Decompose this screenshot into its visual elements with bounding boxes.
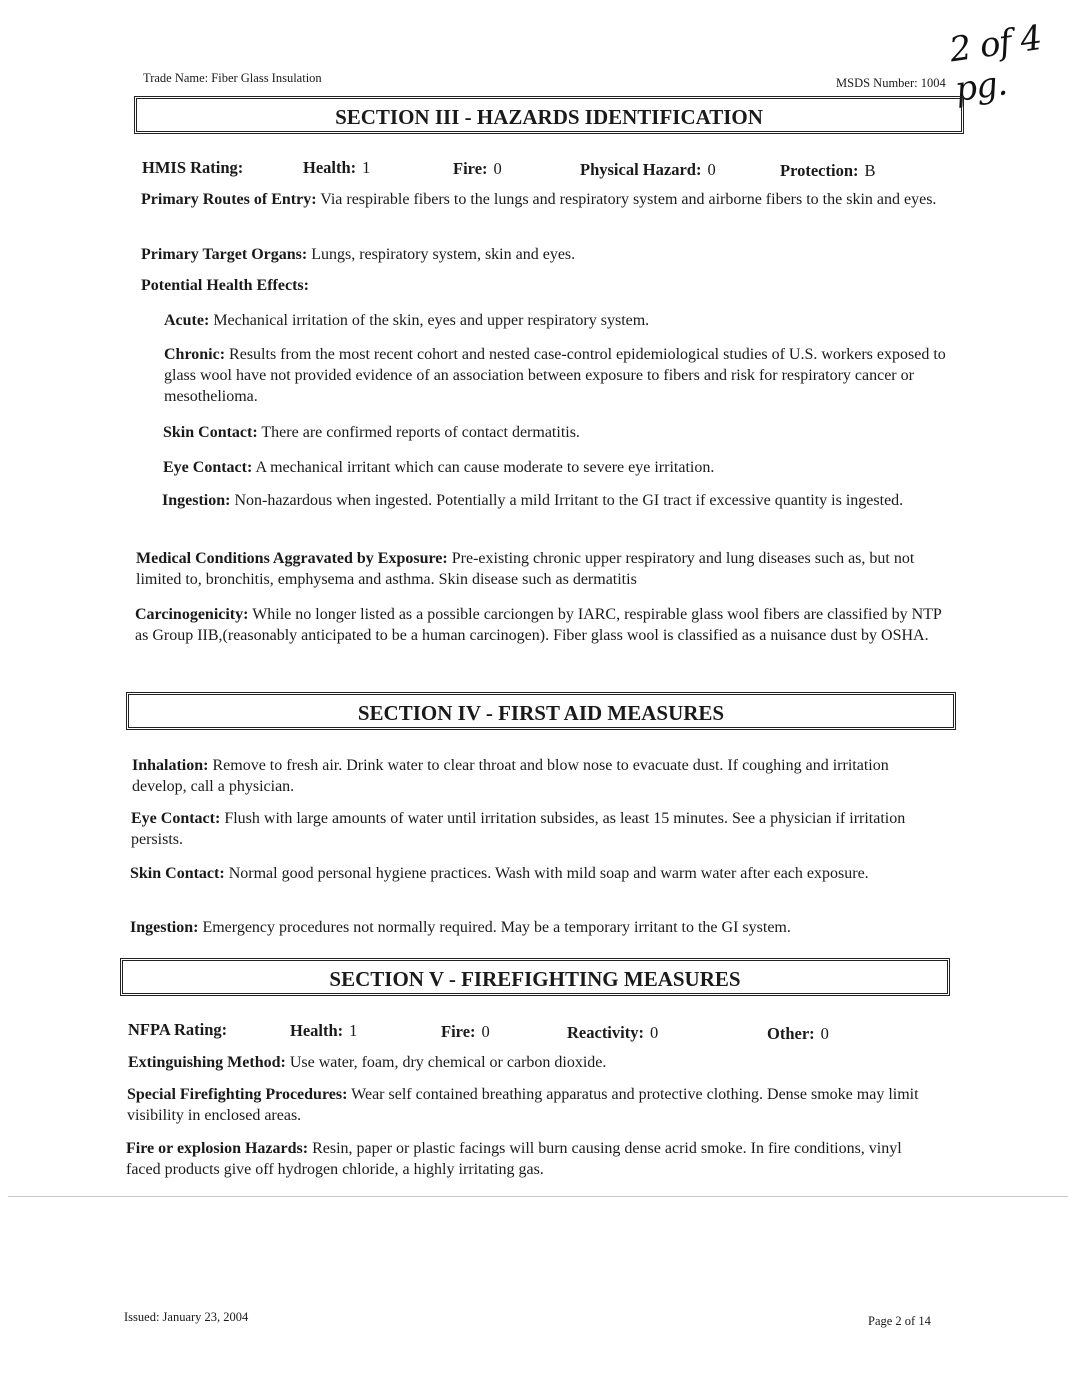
- nfpa-fire: Fire: 0: [441, 1022, 490, 1041]
- routes-of-entry: Primary Routes of Entry: Via respirable fibers to the lungs and respiratory system and airborne fibers to the skin and eyes.: [141, 191, 937, 208]
- eye-contact-effects: Eye Contact: A mechanical irritant which can cause moderate to severe eye irritation.: [163, 459, 715, 476]
- section-4-title: SECTION IV - FIRST AID MEASURES: [126, 692, 956, 730]
- chronic-effects: Chronic: Results from the most recent cohort and nested case-control epidemiological studies of U.S. workers exposed to glass wool have not provided evidence of an association between exposure to fibers and risk for respiratory cancer or mesothelioma.: [164, 346, 946, 405]
- first-aid-ingestion: Ingestion: Emergency procedures not normally required. May be a temporary irritant to the GI system.: [130, 919, 791, 936]
- first-aid-eye-contact: Eye Contact: Flush with large amounts of water until irritation subsides, as least 15 minutes. See a physician if irritation persists.: [131, 810, 906, 848]
- hmis-health: Health: 1: [303, 158, 371, 177]
- section-3-title: SECTION III - HAZARDS IDENTIFICATION: [134, 96, 964, 134]
- hmis-physical-hazard: Physical Hazard: 0: [580, 160, 716, 179]
- msds-number: MSDS Number: 1004: [836, 76, 946, 90]
- scan-fold-line: [8, 1196, 1068, 1197]
- trade-name: Trade Name: Fiber Glass Insulation: [143, 71, 322, 85]
- carcinogenicity: Carcinogenicity: While no longer listed as a possible carciongen by IARC, respirable glass wool fibers are classified by NTP as Group IIB,(reasonably anticipated to be a human carcinogen). Fiber glass wool is classified as a nuisance dust by OSHA.: [135, 606, 942, 644]
- page-number: Page 2 of 14: [868, 1314, 931, 1328]
- ingestion-effects: Ingestion: Non-hazardous when ingested. Potentially a mild Irritant to the GI tract if excessive quantity is ingested.: [162, 492, 904, 509]
- hmis-protection: Protection: B: [780, 161, 876, 180]
- acute-effects: Acute: Mechanical irritation of the skin, eyes and upper respiratory system.: [164, 312, 650, 329]
- special-firefighting-procedures: Special Firefighting Procedures: Wear self contained breathing apparatus and protective clothing. Dense smoke may limit visibility in enclosed areas.: [127, 1086, 919, 1124]
- issued-date: Issued: January 23, 2004: [124, 1310, 249, 1324]
- medical-conditions: Medical Conditions Aggravated by Exposure: Pre-existing chronic upper respiratory and lung diseases such as, but not limited to, bronchitis, emphysema and asthma. Skin disease such as dermatitis: [136, 550, 915, 588]
- nfpa-health: Health: 1: [290, 1021, 358, 1040]
- nfpa-reactivity: Reactivity: 0: [567, 1023, 659, 1042]
- fire-explosion-hazards: Fire or explosion Hazards: Resin, paper or plastic facings will burn causing dense acrid smoke. In fire conditions, vinyl faced products give off hydrogen chloride, a highly irritating gas.: [126, 1140, 902, 1178]
- health-effects-heading: Potential Health Effects:: [141, 277, 309, 294]
- nfpa-label: NFPA Rating:: [128, 1020, 228, 1039]
- target-organs: Primary Target Organs: Lungs, respiratory system, skin and eyes.: [141, 246, 576, 263]
- skin-contact-effects: Skin Contact: There are confirmed reports of contact dermatitis.: [163, 424, 580, 441]
- extinguishing-method: Extinguishing Method: Use water, foam, dry chemical or carbon dioxide.: [128, 1054, 607, 1071]
- section-5-title: SECTION V - FIREFIGHTING MEASURES: [120, 958, 950, 996]
- handwritten-page-note: 2 of 4 pg.: [947, 18, 1044, 111]
- first-aid-inhalation: Inhalation: Remove to fresh air. Drink water to clear throat and blow nose to evacuate dust. If coughing and irritation develop, call a physician.: [132, 757, 889, 795]
- first-aid-skin-contact: Skin Contact: Normal good personal hygiene practices. Wash with mild soap and warm water after each exposure.: [130, 865, 869, 882]
- hmis-fire: Fire: 0: [453, 159, 502, 178]
- nfpa-other: Other: 0: [767, 1024, 829, 1043]
- hmis-label: HMIS Rating:: [142, 158, 244, 177]
